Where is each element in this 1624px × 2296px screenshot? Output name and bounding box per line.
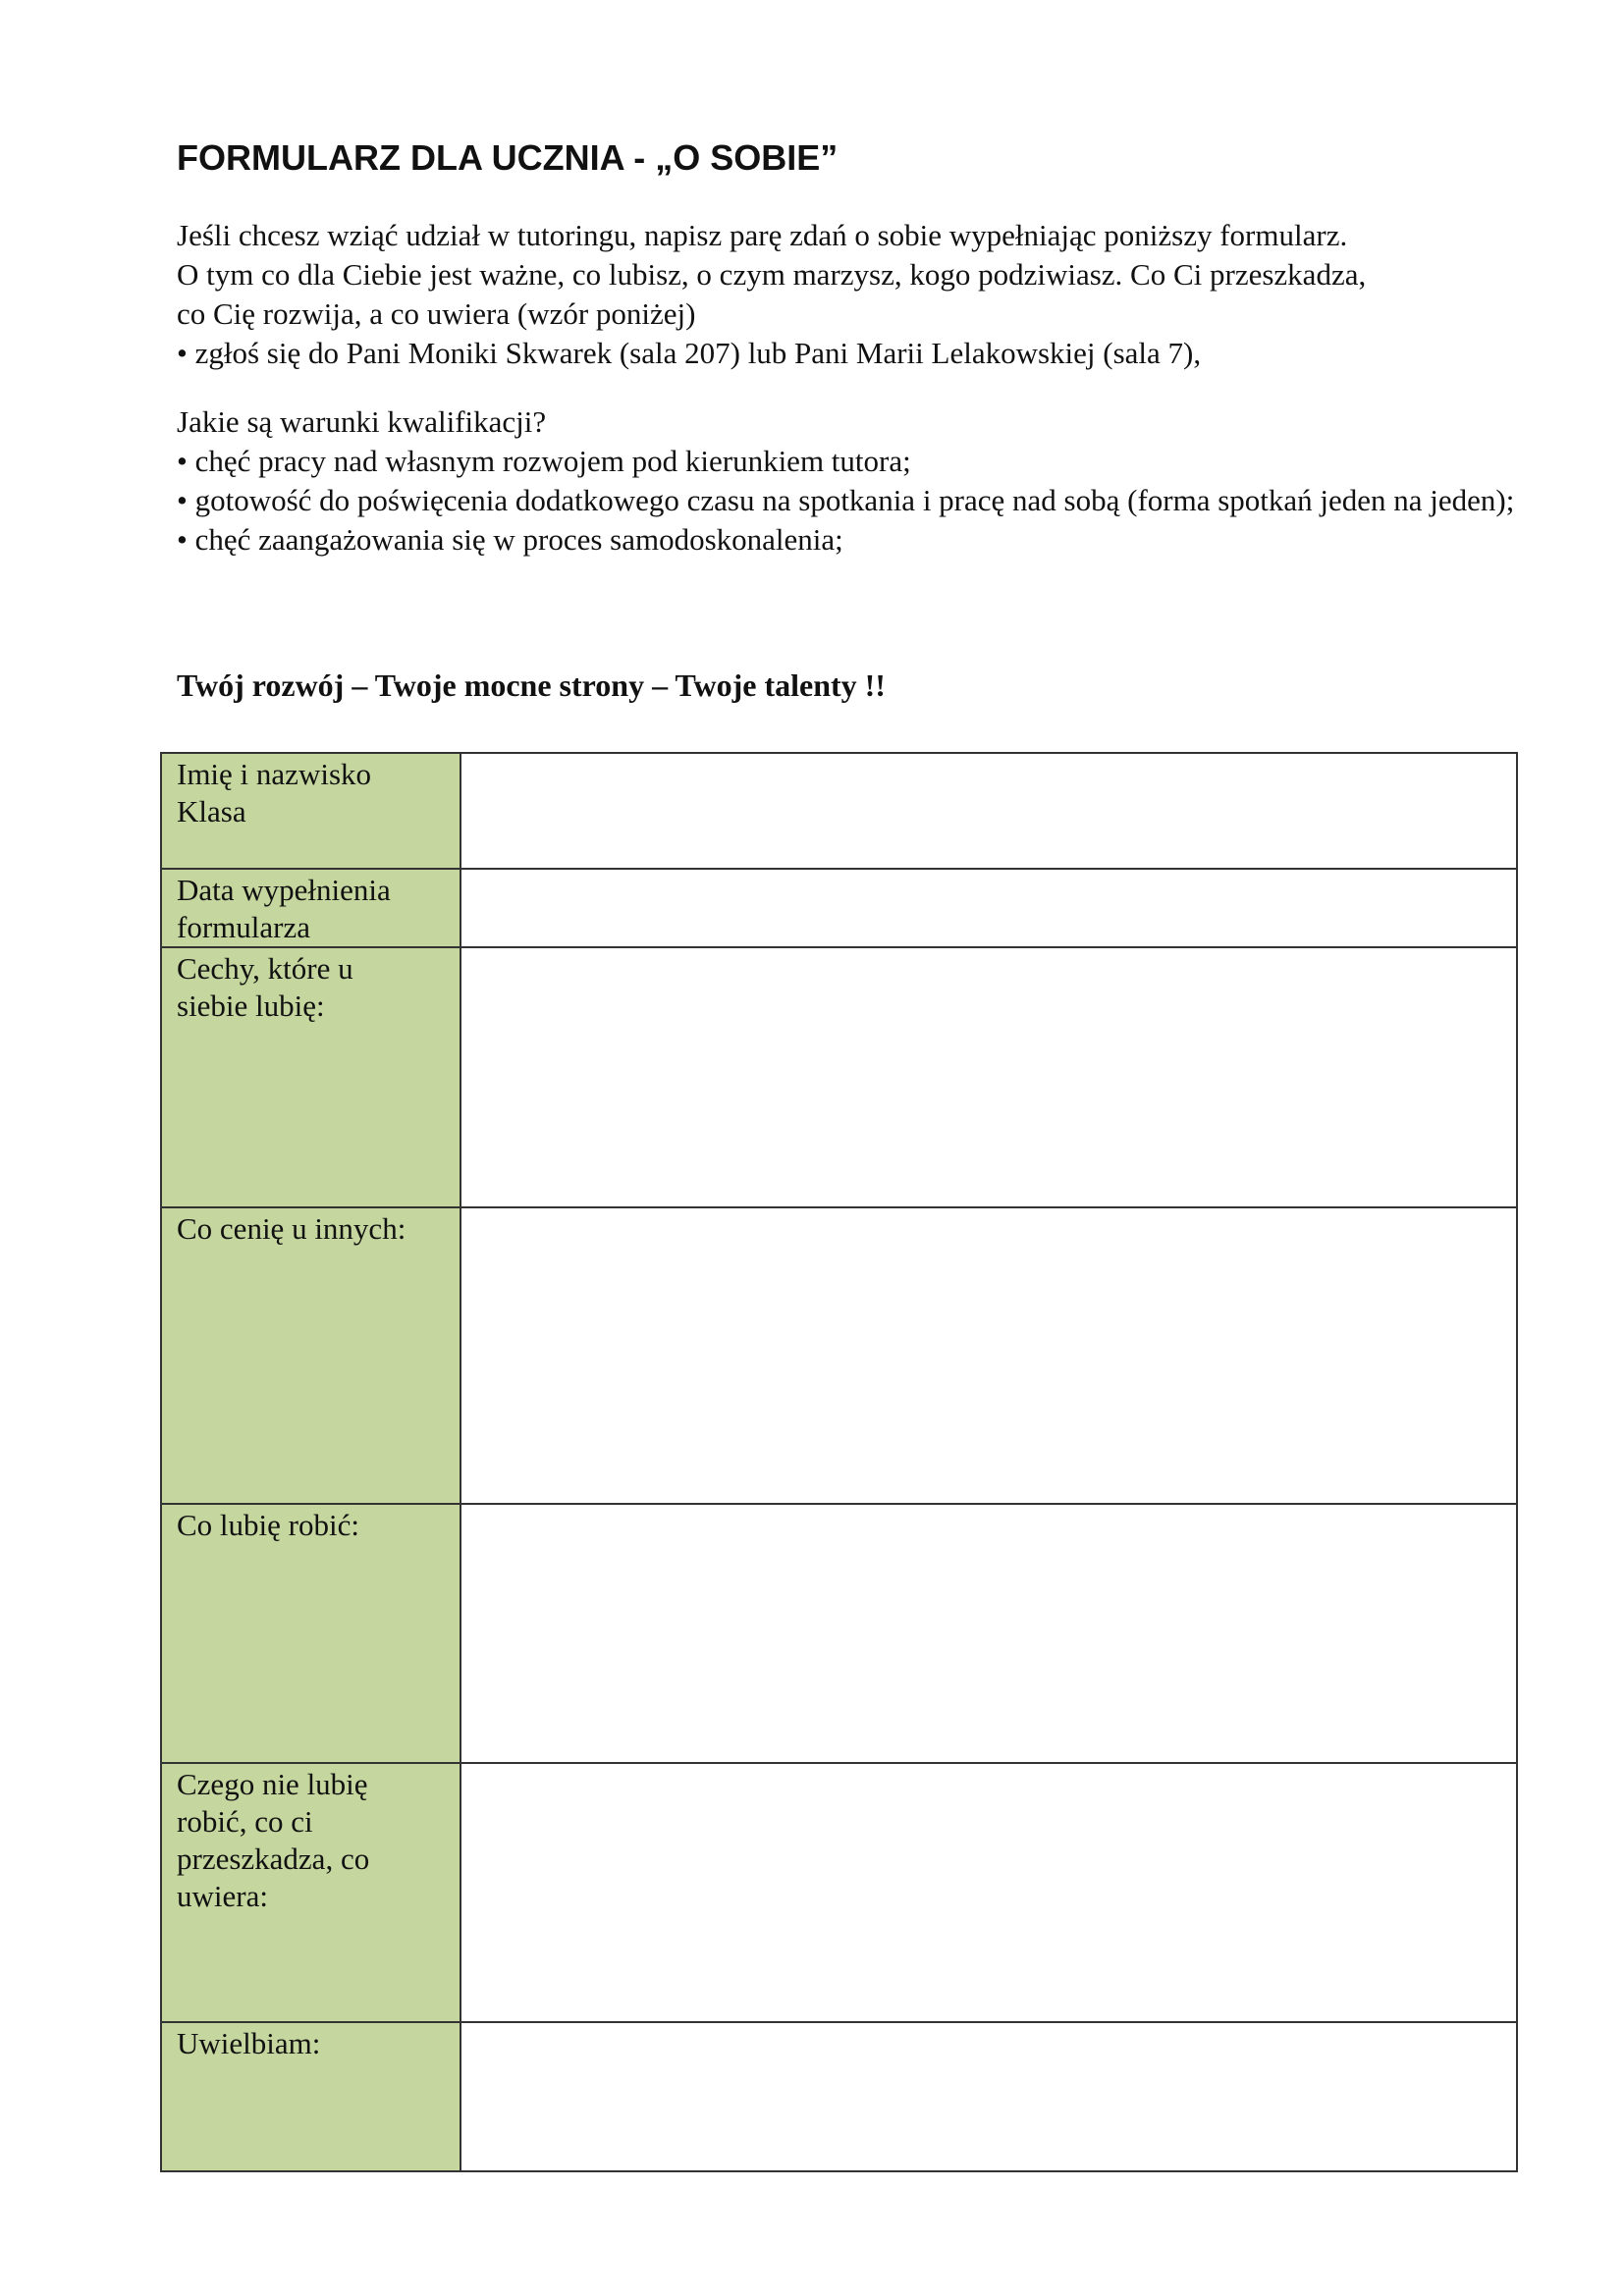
- dislikes-field[interactable]: [460, 1763, 1517, 2022]
- intro-line: Jeśli chcesz wziąć udział w tutoringu, napisz parę zdań o sobie wypełniając poniższy formularz.: [177, 218, 1348, 252]
- row-label-line: Data wypełnienia: [177, 873, 391, 907]
- row-label-line: Czego nie lubię: [177, 1767, 368, 1801]
- intro-line: • zgłoś się do Pani Moniki Skwarek (sala 207) lub Pani Marii Lelakowskiej (sala 7),: [177, 336, 1202, 370]
- row-label-line: Co cenię u innych:: [177, 1211, 406, 1246]
- requirement-item: • chęć pracy nad własnym rozwojem pod kierunkiem tutora;: [177, 444, 911, 478]
- row-label: [161, 1763, 460, 2022]
- likes-field[interactable]: [460, 1504, 1517, 1763]
- intro-line: O tym co dla Ciebie jest ważne, co lubisz, o czym marzysz, kogo podziwiasz. Co Ci przeszkadza,: [177, 257, 1367, 292]
- form-row-dislikes: [161, 1763, 1517, 2022]
- requirement-item: • chęć zaangażowania się w proces samodoskonalenia;: [177, 522, 843, 557]
- row-label-line: przeszkadza, co: [177, 1842, 370, 1876]
- row-label-line: Imię i nazwisko: [177, 757, 372, 791]
- traits-field[interactable]: [460, 947, 1517, 1207]
- loves-field[interactable]: [460, 2022, 1517, 2171]
- requirements-section: [177, 402, 1532, 560]
- intro-paragraph: [177, 216, 1532, 373]
- values-others-field[interactable]: [460, 1207, 1517, 1504]
- student-form-table: [160, 752, 1518, 2172]
- section-subtitle: Twój rozwój – Twoje mocne strony – Twoje talenty !!: [177, 667, 886, 703]
- form-row-likes: [161, 1504, 1517, 1763]
- row-label: [161, 753, 460, 869]
- date-field[interactable]: [460, 869, 1517, 947]
- form-row-date: [161, 869, 1517, 947]
- form-title: FORMULARZ DLA UCZNIA - „O SOBIE”: [177, 137, 839, 178]
- requirement-item: • gotowość do poświęcenia dodatkowego czasu na spotkania i pracę nad sobą (forma spotkań jeden na jeden);: [177, 483, 1515, 517]
- row-label-line: Co lubię robić:: [177, 1508, 359, 1542]
- row-label-line: uwiera:: [177, 1879, 268, 1913]
- row-label-line: Cechy, które u: [177, 951, 353, 986]
- intro-line: co Cię rozwija, a co uwiera (wzór poniżej): [177, 296, 696, 331]
- row-label-line: Uwielbiam:: [177, 2026, 321, 2060]
- row-label: [161, 1207, 460, 1504]
- name-class-field[interactable]: [460, 753, 1517, 869]
- form-row-loves: [161, 2022, 1517, 2171]
- row-label: [161, 1504, 460, 1763]
- requirements-heading: Jakie są warunki kwalifikacji?: [177, 404, 547, 439]
- form-row-values-others: [161, 1207, 1517, 1504]
- row-label-line: siebie lubię:: [177, 988, 325, 1023]
- row-label: [161, 869, 460, 947]
- form-row-name-class: [161, 753, 1517, 869]
- row-label: [161, 2022, 460, 2171]
- row-label-line: formularza: [177, 910, 310, 944]
- row-label-line: Klasa: [177, 794, 246, 828]
- form-row-traits: [161, 947, 1517, 1207]
- row-label: [161, 947, 460, 1207]
- row-label-line: robić, co ci: [177, 1804, 313, 1839]
